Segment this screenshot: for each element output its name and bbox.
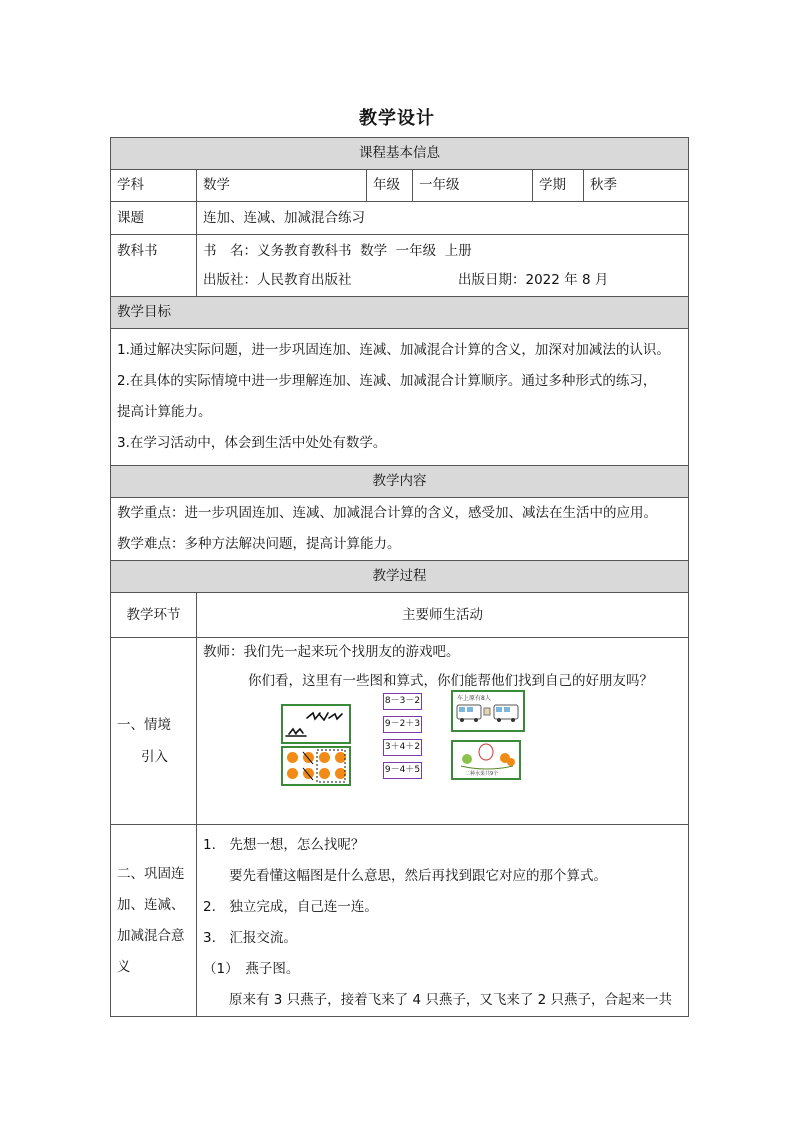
equation-card: 3＋4＋2	[383, 739, 422, 756]
bus-card	[451, 690, 525, 732]
stage2-label-4: 义	[117, 958, 131, 975]
process-header: 教学过程	[111, 561, 689, 593]
subject-value: 数学	[197, 170, 367, 202]
textbook-label: 教科书	[111, 235, 197, 297]
textbook-name: 书 名：义务教育教科书 数学 一年级 上册	[203, 243, 472, 259]
goal-item: 1.通过解决实际问题，进一步巩固连加、连减、加减混合计算的含义，加深对加减法的认识。	[117, 342, 670, 358]
stage2-label-3: 加减混合意	[117, 927, 185, 944]
content-key: 教学重点：进一步巩固连加、连减、加减混合计算的含义，感受加、减法在生活中的应用。	[117, 505, 657, 521]
stage2-step: 要先看懂这幅图是什么意思，然后再找到跟它对应的那个算式。	[229, 868, 607, 884]
stage1-label: 一、情境	[117, 717, 171, 733]
term-value: 秋季	[584, 170, 689, 202]
fruit-icon	[453, 742, 519, 778]
bus-icon	[453, 692, 523, 730]
process-col-stage: 教学环节	[111, 593, 197, 638]
subject-label: 学科	[111, 170, 197, 202]
page-title: 教学设计	[359, 108, 435, 129]
goal-item: 2.在具体的实际情境中进一步理解连加、连减、加减混合计算顺序。通过多种形式的练习，	[117, 373, 657, 389]
stage2-step: 1. 先想一想，怎么找呢？	[203, 837, 365, 853]
goal-item: 3.在学习活动中，体会到生活中处处有数学。	[117, 435, 387, 451]
lesson-table	[110, 137, 689, 1017]
term-label: 学期	[533, 170, 584, 202]
equation-card: 9－2＋3	[383, 716, 422, 733]
grade-label: 年级	[367, 170, 413, 202]
stage2-step: （1） 燕子图。	[203, 961, 300, 977]
textbook-date: 出版日期：2022 年 8 月	[458, 271, 609, 288]
stage2-label-2: 加、连减、	[117, 896, 185, 913]
topic-label: 课题	[111, 202, 197, 235]
stage2-step: 3. 汇报交流。	[203, 930, 297, 946]
fruit-card	[451, 740, 521, 780]
goal-item: 提高计算能力。	[117, 404, 212, 420]
cross-out-icon	[283, 748, 349, 784]
matching-figure	[203, 690, 682, 814]
stage1-text: 教师：我们先一起来玩个找朋友的游戏吧。	[203, 644, 460, 660]
equation-card: 8－3－2	[383, 693, 422, 710]
content-header: 教学内容	[111, 466, 689, 498]
stage2-step: 原来有 3 只燕子，接着飞来了 4 只燕子，又飞来了 2 只燕子，合起来一共	[229, 992, 673, 1008]
goals-header: 教学目标	[111, 297, 689, 329]
stage2-label: 二、巩固连	[117, 865, 185, 882]
process-col-activity: 主要师生活动	[197, 593, 689, 638]
stage1-question: 你们看，这里有一些图和算式，你们能帮他们找到自己的好朋友吗？	[248, 672, 653, 689]
grade-value: 一年级	[413, 170, 533, 202]
swallow-icon	[283, 706, 349, 742]
stage1-label-2: 引入	[141, 749, 168, 765]
basic-info-header: 课程基本信息	[111, 138, 689, 170]
stage2-step: 2. 独立完成，自己连一连。	[203, 899, 378, 915]
bus-caption: 车上原有8人	[457, 694, 491, 702]
content-difficulty: 教学难点：多种方法解决问题，提高计算能力。	[117, 536, 401, 552]
equation-card: 9－4＋5	[383, 762, 422, 779]
fruit-caption: 二种水果共9个	[465, 770, 499, 777]
oranges-card	[281, 746, 351, 786]
swallow-card	[281, 704, 351, 744]
topic-value: 连加、连减、加减混合练习	[197, 202, 689, 235]
textbook-publisher: 出版社：人民教育出版社	[203, 271, 352, 288]
